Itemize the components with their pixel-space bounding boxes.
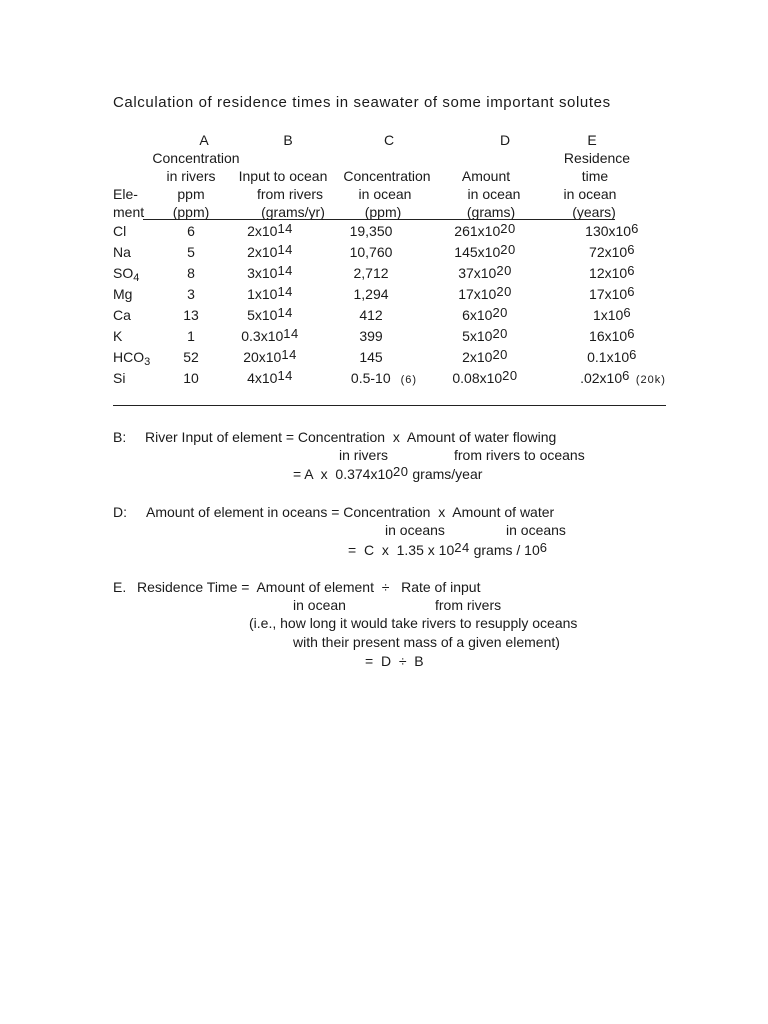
- value-mantissa: 0.08x10: [452, 370, 503, 386]
- cell-conc-ocean: [350, 224, 393, 238]
- cell-residence-time: [589, 242, 635, 260]
- note-d-line3-pre: = C x 1.35 x 10: [348, 542, 455, 558]
- cell-conc-ocean: [359, 329, 382, 343]
- element-symbol: Mg: [113, 286, 133, 302]
- col-letter-b: B: [283, 132, 293, 148]
- cell-input-rivers: [241, 326, 299, 344]
- col-letter-a: A: [199, 132, 209, 148]
- value-note: (20k): [635, 374, 666, 386]
- value-text: 19,350: [349, 223, 393, 239]
- value-exponent: 20: [500, 221, 516, 236]
- note-b-line2a: in rivers: [339, 447, 389, 463]
- element-symbol: HCO: [113, 349, 145, 365]
- note-d-line3-mid: grams / 10: [469, 542, 540, 558]
- value-text: 10,760: [349, 244, 393, 260]
- value-note: (6): [400, 374, 418, 386]
- element-symbol: SO: [113, 265, 134, 281]
- cell-residence-time: [580, 368, 666, 386]
- value-mantissa: 20x10: [243, 349, 282, 365]
- col-a-header-3: ppm: [177, 186, 205, 202]
- value-mantissa: 6x10: [462, 307, 493, 323]
- cell-conc-rivers: 52: [183, 349, 199, 365]
- header-underline: [143, 219, 615, 220]
- cell-amount-ocean: [462, 305, 508, 323]
- value-exponent: 6: [627, 284, 635, 299]
- cell-conc-rivers: 8: [187, 265, 195, 281]
- cell-residence-time: [585, 221, 639, 239]
- col-c-header-2: in ocean: [358, 186, 412, 202]
- value-mantissa: 17x10: [589, 286, 628, 302]
- note-d-line3: [348, 540, 548, 558]
- note-e-line2a: in ocean: [293, 597, 346, 613]
- cell-conc-rivers: 3: [187, 286, 195, 302]
- value-mantissa: 72x10: [589, 244, 628, 260]
- col-b-header-2: from rivers: [256, 186, 324, 202]
- note-e-line1: Residence Time = Amount of element ÷ Rate of input: [137, 579, 481, 595]
- cell-element: [113, 265, 140, 284]
- cell-element: [113, 329, 122, 343]
- value-exponent: 6: [622, 368, 630, 383]
- value-mantissa: 37x10: [458, 265, 497, 281]
- value-mantissa: 0.1x10: [587, 349, 630, 365]
- value-mantissa: 130x10: [585, 223, 632, 239]
- cell-input-rivers: [247, 242, 293, 260]
- col-e-header-4: (years): [572, 204, 616, 220]
- col-d-header-2: in ocean: [467, 186, 521, 202]
- cell-conc-ocean: [353, 287, 388, 301]
- cell-conc-rivers: 5: [187, 244, 195, 260]
- value-text: 1,294: [353, 286, 389, 302]
- cell-amount-ocean: [454, 242, 516, 260]
- value-exponent: 14: [277, 284, 293, 299]
- value-exponent: 14: [277, 368, 293, 383]
- cell-residence-time: [587, 347, 637, 365]
- cell-conc-rivers: 13: [183, 307, 199, 323]
- note-d-line3-exp: 24: [454, 540, 470, 555]
- value-exponent: 6: [627, 263, 635, 278]
- note-d-line3-exp2: 6: [539, 540, 548, 555]
- value-text: 2,712: [353, 265, 389, 281]
- col-letter-d: D: [499, 132, 511, 148]
- cell-conc-ocean: [359, 308, 382, 322]
- value-mantissa: 16x10: [589, 328, 628, 344]
- cell-conc-rivers: 6: [187, 223, 195, 239]
- cell-conc-ocean: [350, 245, 393, 259]
- table-bottom-rule: [113, 405, 666, 406]
- cell-element: [113, 224, 126, 238]
- cell-conc-ocean: [353, 266, 388, 280]
- col-e-header-2: time: [581, 168, 609, 184]
- cell-element: [113, 308, 131, 322]
- value-exponent: 20: [496, 284, 512, 299]
- value-exponent: 6: [631, 221, 639, 236]
- cell-amount-ocean: [458, 284, 512, 302]
- value-exponent: 14: [277, 263, 293, 278]
- value-exponent: 14: [277, 242, 293, 257]
- value-text: 145: [359, 349, 383, 365]
- value-exponent: 14: [277, 305, 293, 320]
- cell-amount-ocean: [452, 368, 518, 386]
- cell-amount-ocean: [458, 263, 512, 281]
- note-b-line3-exp: 20: [393, 464, 409, 479]
- value-exponent: 14: [281, 347, 297, 362]
- col-b-header-1: Input to ocean: [238, 168, 328, 184]
- value-mantissa: 2x10: [247, 244, 278, 260]
- value-text: 0.5-10: [350, 370, 391, 386]
- col-d-header-3: (grams): [466, 204, 516, 220]
- value-text: 412: [359, 307, 383, 323]
- col-letter-e: E: [587, 132, 597, 148]
- value-mantissa: 3x10: [247, 265, 278, 281]
- cell-element: [113, 245, 131, 259]
- value-mantissa: 4x10: [247, 370, 278, 386]
- value-exponent: 14: [277, 221, 293, 236]
- col-b-header-3: (grams/yr): [261, 204, 325, 220]
- value-exponent: 6: [627, 242, 635, 257]
- value-mantissa: 12x10: [589, 265, 628, 281]
- value-exponent: 20: [492, 326, 508, 341]
- col-e-header-1: Residence: [563, 150, 631, 166]
- value-exponent: 6: [623, 305, 632, 320]
- note-b-line2b: from rivers to oceans: [454, 447, 585, 463]
- value-exponent: 20: [492, 305, 508, 320]
- cell-residence-time: [589, 263, 635, 281]
- note-b-line3-pre: = A x 0.374x10: [293, 466, 394, 482]
- element-symbol: Si: [113, 370, 126, 386]
- note-e-line4: with their present mass of a given element): [293, 634, 560, 650]
- element-symbol: Na: [113, 244, 131, 260]
- note-d-line2b: in oceans: [506, 522, 566, 538]
- value-exponent: 14: [283, 326, 299, 341]
- note-e-line2b: from rivers: [435, 597, 502, 613]
- cell-element: [113, 287, 132, 301]
- element-header-1: Ele-: [113, 186, 138, 202]
- element-symbol: K: [113, 328, 123, 344]
- value-text: 399: [359, 328, 383, 344]
- cell-conc-rivers: 10: [183, 370, 199, 386]
- note-d-line2a: in oceans: [385, 522, 445, 538]
- value-mantissa: 2x10: [247, 223, 278, 239]
- col-d-header-1: Amount: [461, 168, 511, 184]
- col-letter-c: C: [383, 132, 395, 148]
- note-e-line5: = D ÷ B: [365, 653, 424, 669]
- element-subscript: 4: [133, 272, 140, 284]
- value-mantissa: 145x10: [454, 244, 501, 260]
- cell-input-rivers: [247, 305, 293, 323]
- col-c-header-1: Concentration: [343, 168, 431, 184]
- cell-input-rivers: [247, 263, 293, 281]
- cell-residence-time: [589, 326, 635, 344]
- note-b-label: B:: [113, 429, 127, 445]
- element-symbol: Cl: [113, 223, 127, 239]
- note-b-line3: [293, 464, 483, 482]
- element-subscript: 3: [144, 356, 151, 368]
- value-exponent: 20: [500, 242, 516, 257]
- col-a-header-1: Concentration: [152, 150, 240, 166]
- value-mantissa: 17x10: [458, 286, 497, 302]
- value-mantissa: 5x10: [462, 328, 493, 344]
- value-exponent: 6: [627, 326, 635, 341]
- element-header-2: ment: [113, 204, 145, 220]
- cell-element: [113, 371, 125, 385]
- cell-amount-ocean: [462, 326, 508, 344]
- value-exponent: 20: [502, 368, 518, 383]
- note-d-label: D:: [113, 504, 127, 520]
- col-a-header-4: (ppm): [172, 204, 210, 220]
- note-d-line1: Amount of element in oceans = Concentration x Amount of water: [146, 504, 555, 520]
- value-mantissa: 1x10: [247, 286, 278, 302]
- note-b-line3-post: grams/year: [408, 466, 483, 482]
- value-exponent: 20: [496, 263, 512, 278]
- col-a-header-2: in rivers: [166, 168, 216, 184]
- page-title: Calculation of residence times in seawater of some important solutes: [113, 94, 611, 111]
- cell-input-rivers: [247, 284, 293, 302]
- value-mantissa: 0.3x10: [241, 328, 284, 344]
- value-mantissa: 5x10: [247, 307, 278, 323]
- value-mantissa: .02x10: [580, 370, 623, 386]
- cell-input-rivers: [247, 368, 293, 386]
- cell-input-rivers: [247, 221, 293, 239]
- col-c-header-3: (ppm): [364, 204, 402, 220]
- cell-input-rivers: [243, 347, 297, 365]
- cell-amount-ocean: [462, 347, 508, 365]
- cell-conc-ocean: [351, 371, 417, 386]
- cell-element: [113, 349, 151, 368]
- value-mantissa: 261x10: [454, 223, 501, 239]
- value-mantissa: 2x10: [462, 349, 493, 365]
- note-e-line3: (i.e., how long it would take rivers to resupply oceans: [249, 615, 578, 631]
- cell-conc-ocean: [359, 350, 382, 364]
- cell-conc-rivers: 1: [187, 328, 195, 344]
- cell-residence-time: [592, 305, 632, 323]
- cell-amount-ocean: [454, 221, 516, 239]
- note-b-line1: River Input of element = Concentration x Amount of water flowing: [145, 429, 557, 445]
- element-symbol: Ca: [113, 307, 131, 323]
- note-e-label: E.: [113, 579, 127, 595]
- cell-residence-time: [589, 284, 635, 302]
- value-exponent: 6: [629, 347, 637, 362]
- value-mantissa: 1x10: [592, 307, 624, 323]
- value-exponent: 20: [492, 347, 508, 362]
- col-e-header-3: in ocean: [563, 186, 617, 202]
